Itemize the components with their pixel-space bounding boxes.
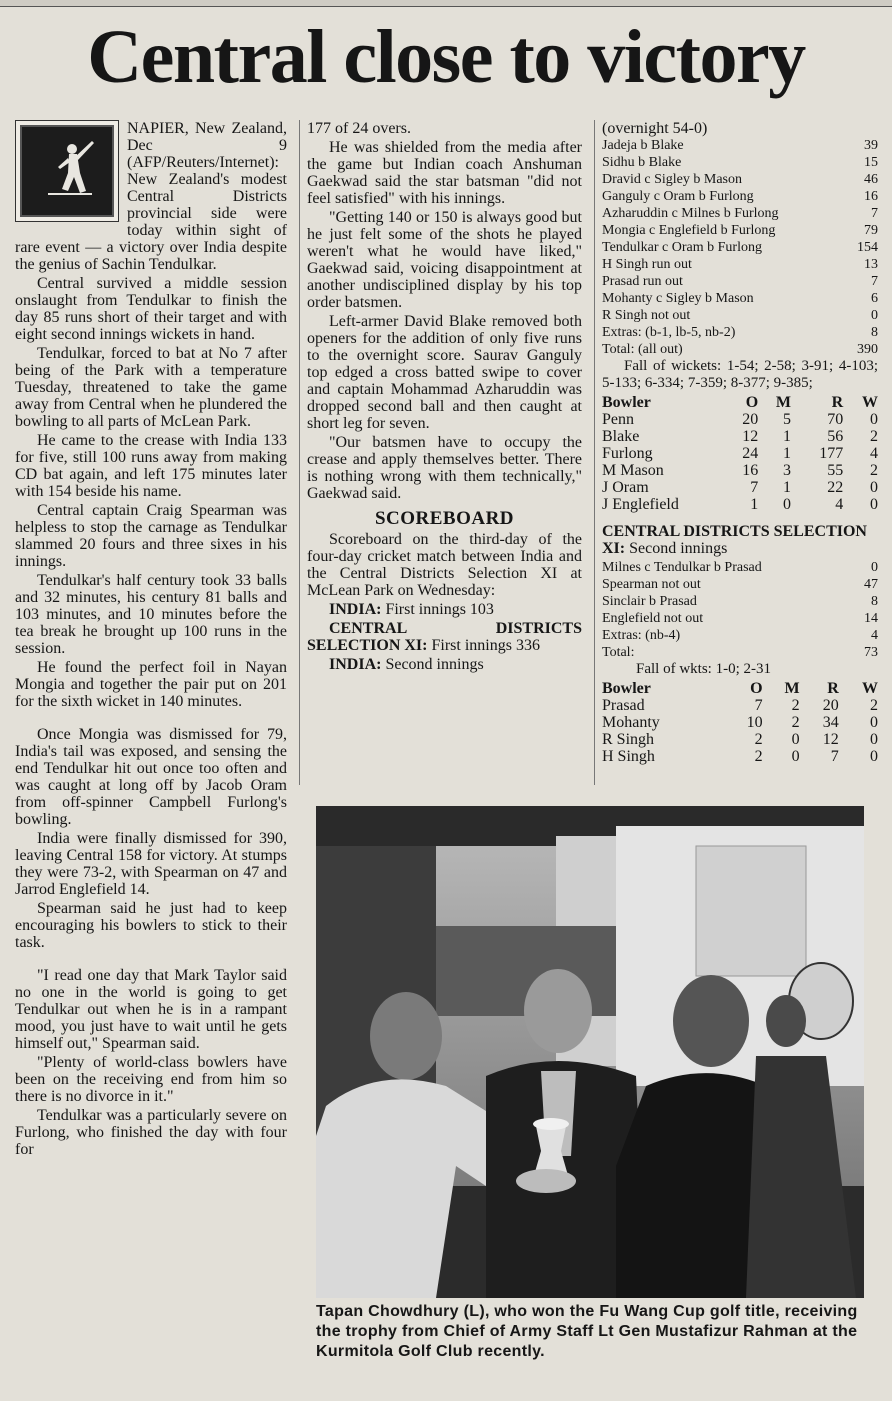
bowling-cell: R Singh	[602, 731, 655, 748]
bowling-header-cell: Bowler	[602, 680, 651, 697]
trophy-presentation-photo	[316, 806, 864, 1298]
batting-row	[602, 137, 878, 154]
bowling-cell: 10	[746, 714, 763, 731]
article-body	[15, 967, 287, 1158]
bowling-cell: Mohanty	[602, 714, 660, 731]
article-paragraph: He was shielded from the media after the game but Indian coach Anshuman Gaekwad said the star batsman "did not feel satisfied" with his innings.	[307, 139, 582, 207]
runs: 0	[871, 560, 878, 575]
bowling-cell: 24	[742, 445, 759, 462]
bowling-row	[602, 748, 878, 765]
bowling-cell: 4	[835, 496, 844, 513]
innings-text: First innings 103	[385, 601, 494, 618]
team-label: INDIA:	[329, 656, 382, 673]
batsman-dismissal: Dravid c Sigley b Mason	[602, 172, 742, 187]
bowling-cell: J Oram	[602, 479, 649, 496]
article-paragraph: Left-armer David Blake removed both openers for the addition of only five runs to the overnight score. Saurav Ganguly top edged a cross batted swipe to cover and captain Mohammad Azharuddin was dropped second ball and then caught at short leg for seven.	[307, 313, 582, 432]
bowling-cell: 0	[870, 411, 878, 428]
scorecard-column	[602, 120, 878, 785]
india-batting-card	[602, 137, 878, 358]
bowling-cell: 1	[783, 428, 792, 445]
bowling-cell: 70	[827, 411, 844, 428]
bowling-row	[602, 496, 878, 513]
article-paragraph: "Getting 140 or 150 is always good but he just felt some of the shots he played weren't what he would have liked," Gaekwad said, voicing disappointment at another undisciplined display by his top order batsmen.	[307, 209, 582, 311]
batsman-dismissal: Extras: (nb-4)	[602, 628, 681, 643]
runs: 8	[871, 325, 878, 340]
india-fall-of-wickets: Fall of wickets: 1-54; 2-58; 3-91; 4-103; 5-133; 6-334; 7-359; 8-377; 9-385;	[602, 358, 878, 391]
batsman-dismissal: Milnes c Tendulkar b Prasad	[602, 560, 762, 575]
batting-row	[602, 256, 878, 273]
cd-batting-card	[602, 559, 878, 661]
batsman-dismissal: Jadeja b Blake	[602, 138, 684, 153]
batting-row	[602, 593, 878, 610]
bowling-row	[602, 462, 878, 479]
batsman-dismissal: Prasad run out	[602, 274, 683, 289]
bowling-cell: Prasad	[602, 697, 645, 714]
bowling-cell: 0	[870, 496, 878, 513]
bowling-header-row	[602, 680, 878, 697]
batsman-dismissal: Ganguly c Oram b Furlong	[602, 189, 754, 204]
article-column-2	[307, 120, 582, 785]
bowling-cell: 0	[870, 748, 878, 765]
batsman-icon	[22, 127, 114, 217]
batting-row	[602, 222, 878, 239]
bowling-cell: 177	[819, 445, 844, 462]
bowling-header-cell: R	[831, 394, 844, 411]
innings-text: Second innings	[629, 540, 728, 557]
article-paragraph: "I read one day that Mark Taylor said no one in the world is going to get Tendulkar out when he is in a rampant mood, you just have to wait until he gets himself out," Spearman said.	[15, 967, 287, 1052]
bowling-cell: 12	[742, 428, 759, 445]
runs: 0	[871, 308, 878, 323]
column-divider	[594, 120, 595, 785]
bowling-row	[602, 697, 878, 714]
bowling-cell: 0	[791, 731, 800, 748]
batsman-dismissal: Total: (all out)	[602, 342, 683, 357]
batting-row	[602, 188, 878, 205]
batting-row	[602, 171, 878, 188]
article-body	[307, 120, 582, 502]
bowling-header-cell: W	[862, 680, 878, 697]
bowling-cell: 4	[870, 445, 878, 462]
column-divider	[299, 120, 300, 785]
bowling-row	[602, 479, 878, 496]
bowling-cell: 7	[750, 479, 759, 496]
batting-row	[602, 290, 878, 307]
batting-row	[602, 627, 878, 644]
bowling-cell: 16	[742, 462, 759, 479]
cd-fall-of-wickets: Fall of wkts: 1-0; 2-31	[636, 661, 771, 677]
article-paragraph: "Our batsmen have to occupy the crease and apply themselves better. There is nothing wrong with them technically," Gaekwad said.	[307, 434, 582, 502]
runs: 7	[871, 206, 878, 221]
batting-row	[602, 307, 878, 324]
bowling-header-cell: O	[745, 394, 759, 411]
article-paragraph: 177 of 24 overs.	[307, 120, 411, 137]
bowling-cell: 7	[754, 697, 763, 714]
innings-text: First innings 336	[431, 637, 540, 654]
batsman-dismissal: Sidhu b Blake	[602, 155, 682, 170]
bowling-header-cell: W	[862, 394, 878, 411]
bowling-cell: 1	[750, 496, 759, 513]
bowling-cell: 2	[791, 714, 800, 731]
runs: 7	[871, 274, 878, 289]
batsman-dismissal: Mohanty c Sigley b Mason	[602, 291, 754, 306]
runs: 79	[864, 223, 878, 238]
bowling-cell: 2	[870, 697, 878, 714]
bowling-cell: Penn	[602, 411, 634, 428]
article-paragraph: NAPIER, New Zealand, Dec 9 (AFP/Reuters/Internet): New Zealand's modest Central Districts provincial side were today within sight of rare event — a victory over India despite the genius of Sachin Tendulkar.	[15, 120, 287, 273]
bowling-cell: 56	[827, 428, 844, 445]
bowling-cell: 0	[791, 748, 800, 765]
bowling-cell: M Mason	[602, 462, 664, 479]
bowling-cell: 0	[783, 496, 792, 513]
batting-row	[602, 205, 878, 222]
bowling-cell: 0	[870, 731, 878, 748]
article-paragraph: Central captain Craig Spearman was helpless to stop the carnage as Tendulkar slammed 20 fours and three sixes in his innings.	[15, 502, 287, 570]
bowling-cell: 0	[870, 714, 878, 731]
batsman-dismissal: Azharuddin c Milnes b Furlong	[602, 206, 779, 221]
article-paragraph: Central survived a middle session onslaught from Tendulkar to finish the day 85 runs short of their target and with eight second innings wickets in hand.	[15, 275, 287, 343]
bowling-cell: 2	[791, 697, 800, 714]
batting-row	[602, 341, 878, 358]
runs: 14	[864, 611, 878, 626]
bowling-row	[602, 445, 878, 462]
runs: 4	[871, 628, 878, 643]
bowling-cell: 55	[827, 462, 844, 479]
bowling-row	[602, 428, 878, 445]
article-paragraph: India were finally dismissed for 390, leaving Central 158 for victory. At stumps they were 73-2, with Spearman on 47 and Jarrod Englefield 14.	[15, 830, 287, 898]
batting-row	[602, 239, 878, 256]
bowling-cell: 1	[783, 479, 792, 496]
india-bowling-table	[602, 680, 878, 765]
article-paragraph: "Plenty of world-class bowlers have been on the receiving end from him so there is no divorce in it."	[15, 1054, 287, 1105]
team-label: INDIA:	[329, 601, 382, 618]
batsman-dismissal: Spearman not out	[602, 577, 701, 592]
batting-row	[602, 154, 878, 171]
article-paragraph: He found the perfect foil in Nayan Mongia and together the pair put on 201 for the sixth wicket in 140 minutes.	[15, 659, 287, 710]
news-photo	[316, 806, 864, 1298]
batsman-dismissal: Englefield not out	[602, 611, 704, 626]
batsman-dismissal: Extras: (b-1, lb-5, nb-2)	[602, 325, 736, 340]
bowling-cell: 12	[822, 731, 839, 748]
bowling-header-cell: M	[784, 680, 800, 697]
article-paragraph: Tendulkar was a particularly severe on Furlong, who finished the day with four for	[15, 1107, 287, 1158]
batting-row	[602, 644, 878, 661]
batting-row	[602, 576, 878, 593]
bowling-cell: 7	[830, 748, 839, 765]
runs: 46	[864, 172, 878, 187]
article-paragraph: Spearman said he just had to keep encouraging his bowlers to stick to their task.	[15, 900, 287, 951]
runs: 8	[871, 594, 878, 609]
bowling-cell: J Englefield	[602, 496, 679, 513]
india-second-innings	[307, 656, 582, 673]
runs: 16	[864, 189, 878, 204]
runs: 13	[864, 257, 878, 272]
batting-row	[602, 610, 878, 627]
innings-text: Second innings	[385, 656, 484, 673]
bowling-cell: 0	[870, 479, 878, 496]
headline: Central close to victory	[87, 15, 805, 99]
team-label: CENTRAL DISTRICTS SELECTION XI:	[307, 620, 582, 654]
bowling-cell: 1	[783, 445, 792, 462]
photo-caption: Tapan Chowdhury (L), who won the Fu Wang Cup golf title, receiving the trophy from Chief of Army Staff Lt Gen Mustafizur Rahman at the Kurmitola Golf Club recently.	[316, 1303, 858, 1360]
bowling-header-cell: M	[775, 394, 792, 411]
bowling-header-row	[602, 394, 878, 411]
runs: 154	[857, 240, 878, 255]
bowling-header-cell: R	[827, 680, 839, 697]
article-paragraph: Tendulkar's half century took 33 balls and 32 minutes, his century 81 balls and 103 minutes, and 10 minutes before the tea break he brought up 100 runs in the session.	[15, 572, 287, 657]
batting-row	[602, 324, 878, 341]
bowling-row	[602, 731, 878, 748]
bowling-cell: H Singh	[602, 748, 655, 765]
runs: 39	[864, 138, 878, 153]
cd-second-innings-heading	[602, 523, 878, 557]
bowling-cell: 3	[783, 462, 792, 479]
bowling-cell: 5	[783, 411, 792, 428]
bowling-cell: 2	[870, 428, 878, 445]
article-paragraph: He came to the crease with India 133 for five, still 100 runs away from making CD bat again, and left 175 minutes later with 154 beside his name.	[15, 432, 287, 500]
bowling-header-cell: O	[750, 680, 763, 697]
bowling-cell: 2	[754, 748, 763, 765]
runs: 47	[864, 577, 878, 592]
overnight-score: (overnight 54-0)	[602, 120, 708, 137]
runs: 390	[857, 342, 878, 357]
cd-first-innings	[307, 620, 582, 654]
batsman-dismissal: Mongia c Englefield b Furlong	[602, 223, 776, 238]
runs: 6	[871, 291, 878, 306]
batsman-dismissal: R Singh not out	[602, 308, 691, 323]
article-paragraph: Once Mongia was dismissed for 79, India's tail was exposed, and sensing the end Tendulkar hit out once too often and was caught at long off by Jacob Oram from off-spinner Campbell Furlong's bowling.	[15, 726, 287, 828]
batsman-dismissal: H Singh run out	[602, 257, 692, 272]
scoreboard-title: SCOREBOARD	[374, 508, 515, 529]
batting-row	[602, 273, 878, 290]
bowling-cell: 2	[870, 462, 878, 479]
bowling-cell: 22	[827, 479, 844, 496]
article-paragraph: Tendulkar, forced to bat at No 7 after being of the Park with a temperature Tuesday, threatened to take the game away from Central when he plundered the bowling to all parts of McLean Park.	[15, 345, 287, 430]
bowling-cell: Furlong	[602, 445, 653, 462]
batsman-dismissal: Sinclair b Prasad	[602, 594, 697, 609]
batting-row	[602, 559, 878, 576]
runs: 15	[864, 155, 878, 170]
bowling-cell: 20	[742, 411, 759, 428]
cricket-logo-icon	[15, 120, 119, 222]
india-first-innings	[307, 601, 582, 618]
article-body	[15, 726, 287, 951]
article-column-1	[15, 120, 287, 1392]
bowling-row	[602, 714, 878, 731]
bowling-cell: 2	[754, 731, 763, 748]
runs: 73	[864, 645, 878, 660]
bowling-header-cell: Bowler	[602, 394, 651, 411]
batsman-dismissal: Tendulkar c Oram b Furlong	[602, 240, 762, 255]
bowling-row	[602, 411, 878, 428]
cd-bowling-table	[602, 394, 878, 513]
bowling-cell: 34	[822, 714, 839, 731]
team-label: CENTRAL DISTRICTS SELECTION XI:	[602, 523, 867, 557]
bowling-cell: Blake	[602, 428, 640, 445]
batsman-dismissal: Total:	[602, 645, 635, 660]
scoreboard-intro: Scoreboard on the third-day of the four-day cricket match between India and the Central Districts Selection XI at McLean Park on Wednesday:	[307, 531, 582, 599]
bowling-cell: 20	[822, 697, 839, 714]
